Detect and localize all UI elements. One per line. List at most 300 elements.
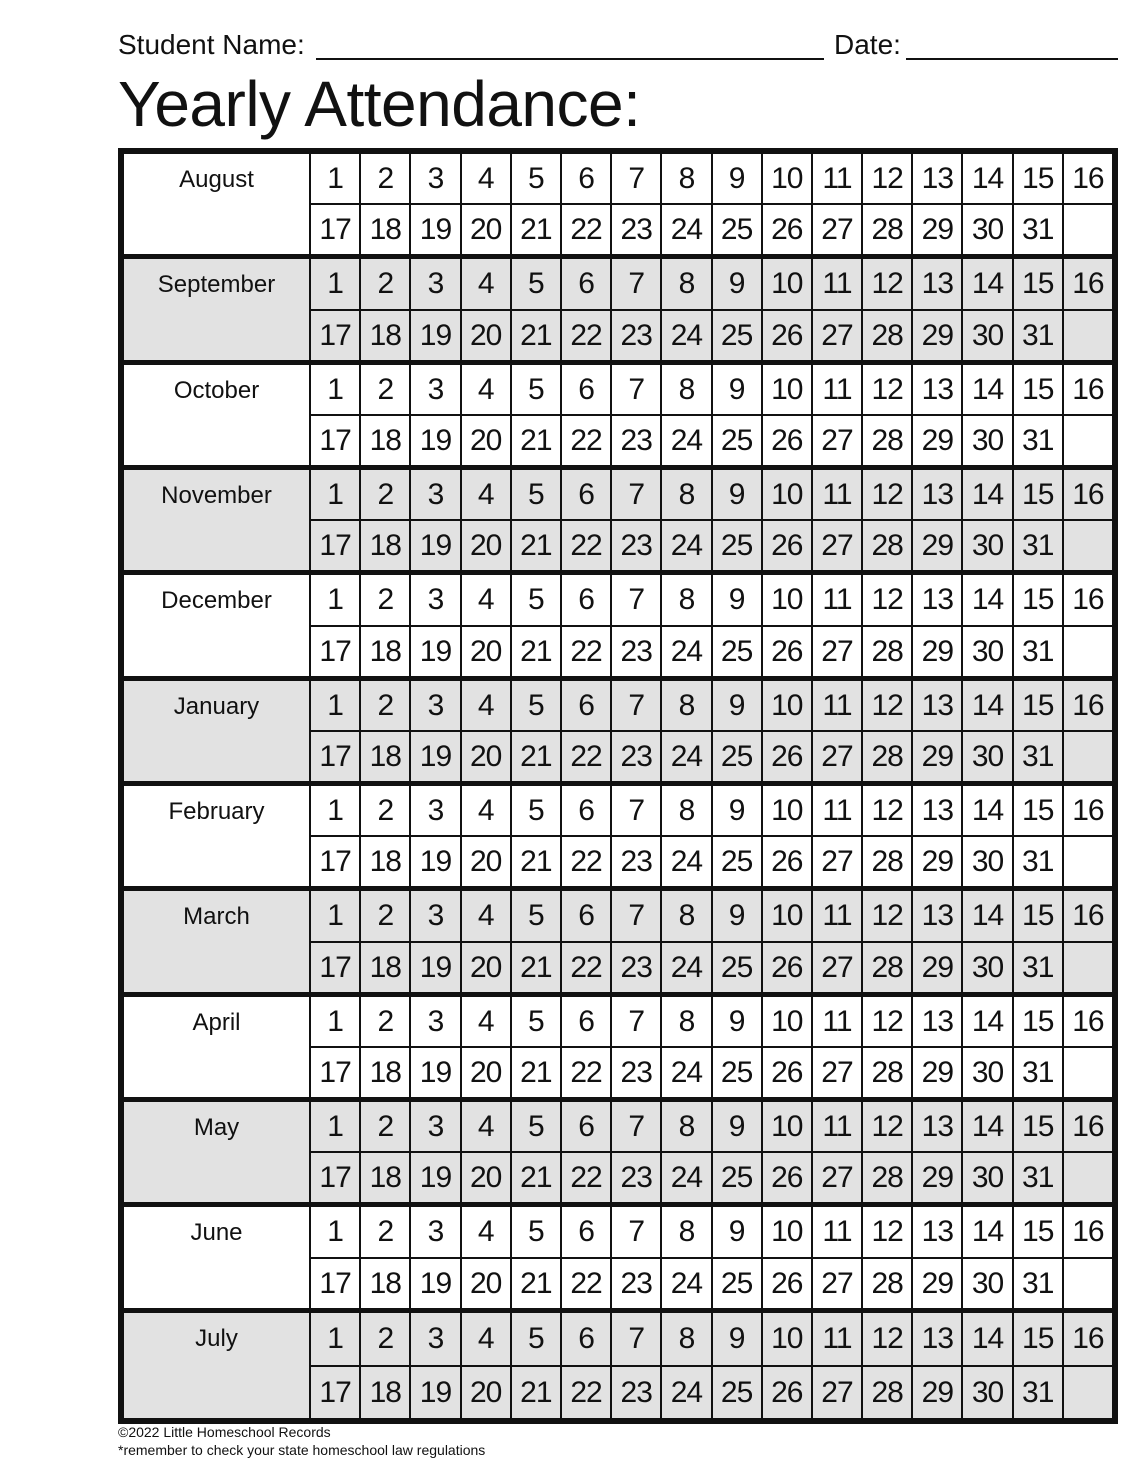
day-cell-1[interactable]: 1 (311, 259, 359, 309)
day-cell-28[interactable]: 28 (863, 521, 911, 570)
day-cell-5[interactable]: 5 (512, 1313, 560, 1365)
day-cell-16[interactable]: 16 (1064, 575, 1112, 625)
day-cell-1[interactable]: 1 (311, 1313, 359, 1365)
day-cell-20[interactable]: 20 (462, 837, 510, 886)
day-cell-3[interactable]: 3 (411, 365, 459, 414)
day-cell-19[interactable]: 19 (411, 837, 459, 886)
day-cell-1[interactable]: 1 (311, 575, 359, 625)
day-cell-25[interactable]: 25 (713, 1153, 761, 1202)
day-cell-2[interactable]: 2 (361, 681, 409, 730)
day-cell-11[interactable]: 11 (813, 997, 861, 1046)
day-cell-29[interactable]: 29 (913, 837, 961, 886)
day-cell-27[interactable]: 27 (813, 1259, 861, 1309)
day-cell-15[interactable]: 15 (1014, 259, 1062, 309)
day-cell-26[interactable]: 26 (763, 416, 811, 465)
day-cell-7[interactable]: 7 (612, 575, 660, 625)
year-field[interactable] (648, 66, 1118, 155)
day-cell-28[interactable]: 28 (863, 1153, 911, 1202)
day-cell-5[interactable]: 5 (512, 786, 560, 835)
day-cell-6[interactable]: 6 (562, 575, 610, 625)
day-cell-21[interactable]: 21 (512, 311, 560, 361)
day-cell-27[interactable]: 27 (813, 943, 861, 993)
day-cell-1[interactable]: 1 (311, 681, 359, 730)
day-cell-4[interactable]: 4 (462, 681, 510, 730)
day-cell-5[interactable]: 5 (512, 575, 560, 625)
day-cell-21[interactable]: 21 (512, 837, 560, 886)
day-cell-3[interactable]: 3 (411, 154, 459, 203)
day-cell-24[interactable]: 24 (662, 1153, 710, 1202)
day-cell-18[interactable]: 18 (361, 1048, 409, 1097)
day-cell-30[interactable]: 30 (963, 1367, 1011, 1419)
day-cell-19[interactable]: 19 (411, 627, 459, 677)
day-cell-5[interactable]: 5 (512, 365, 560, 414)
day-cell-20[interactable]: 20 (462, 627, 510, 677)
day-cell-7[interactable]: 7 (612, 470, 660, 519)
day-cell-13[interactable]: 13 (913, 1313, 961, 1365)
day-cell-22[interactable]: 22 (562, 1259, 610, 1309)
day-cell-14[interactable]: 14 (963, 470, 1011, 519)
day-cell-6[interactable]: 6 (562, 997, 610, 1046)
day-cell-30[interactable]: 30 (963, 837, 1011, 886)
day-cell-25[interactable]: 25 (713, 205, 761, 254)
day-cell-28[interactable]: 28 (863, 627, 911, 677)
date-field[interactable] (906, 28, 1118, 60)
day-cell-18[interactable]: 18 (361, 732, 409, 781)
day-cell-6[interactable]: 6 (562, 365, 610, 414)
day-cell-31[interactable]: 31 (1014, 627, 1062, 677)
day-cell-6[interactable]: 6 (562, 786, 610, 835)
day-cell-17[interactable]: 17 (311, 837, 359, 886)
day-cell-18[interactable]: 18 (361, 943, 409, 993)
day-cell-25[interactable]: 25 (713, 1048, 761, 1097)
day-cell-23[interactable]: 23 (612, 416, 660, 465)
day-cell-22[interactable]: 22 (562, 1153, 610, 1202)
day-cell-4[interactable]: 4 (462, 470, 510, 519)
day-cell-9[interactable]: 9 (713, 1313, 761, 1365)
day-cell-28[interactable]: 28 (863, 837, 911, 886)
day-cell-30[interactable]: 30 (963, 732, 1011, 781)
day-cell-5[interactable]: 5 (512, 681, 560, 730)
day-cell-21[interactable]: 21 (512, 1048, 560, 1097)
day-cell-31[interactable]: 31 (1014, 732, 1062, 781)
day-cell-3[interactable]: 3 (411, 259, 459, 309)
day-cell-10[interactable]: 10 (763, 470, 811, 519)
day-cell-6[interactable]: 6 (562, 259, 610, 309)
day-cell-13[interactable]: 13 (913, 259, 961, 309)
day-cell-29[interactable]: 29 (913, 1153, 961, 1202)
day-cell-10[interactable]: 10 (763, 997, 811, 1046)
day-cell-31[interactable]: 31 (1014, 1367, 1062, 1419)
day-cell-17[interactable]: 17 (311, 205, 359, 254)
day-cell-7[interactable]: 7 (612, 365, 660, 414)
day-cell-5[interactable]: 5 (512, 1102, 560, 1151)
day-cell-10[interactable]: 10 (763, 1102, 811, 1151)
day-cell-4[interactable]: 4 (462, 1313, 510, 1365)
day-cell-14[interactable]: 14 (963, 575, 1011, 625)
day-cell-14[interactable]: 14 (963, 786, 1011, 835)
day-cell-24[interactable]: 24 (662, 1048, 710, 1097)
day-cell-9[interactable]: 9 (713, 1102, 761, 1151)
day-cell-12[interactable]: 12 (863, 470, 911, 519)
day-cell-17[interactable]: 17 (311, 521, 359, 570)
day-cell-27[interactable]: 27 (813, 205, 861, 254)
day-cell-12[interactable]: 12 (863, 1207, 911, 1257)
day-cell-1[interactable]: 1 (311, 891, 359, 941)
day-cell-26[interactable]: 26 (763, 732, 811, 781)
day-cell-8[interactable]: 8 (662, 259, 710, 309)
day-cell-24[interactable]: 24 (662, 521, 710, 570)
day-cell-21[interactable]: 21 (512, 1259, 560, 1309)
day-cell-16[interactable]: 16 (1064, 154, 1112, 203)
day-cell-19[interactable]: 19 (411, 1367, 459, 1419)
day-cell-11[interactable]: 11 (813, 681, 861, 730)
day-cell-8[interactable]: 8 (662, 681, 710, 730)
day-cell-13[interactable]: 13 (913, 997, 961, 1046)
day-cell-24[interactable]: 24 (662, 1259, 710, 1309)
day-cell-9[interactable]: 9 (713, 365, 761, 414)
day-cell-19[interactable]: 19 (411, 1153, 459, 1202)
day-cell-1[interactable]: 1 (311, 786, 359, 835)
day-cell-20[interactable]: 20 (462, 311, 510, 361)
day-cell-16[interactable]: 16 (1064, 365, 1112, 414)
day-cell-25[interactable]: 25 (713, 416, 761, 465)
day-cell-31[interactable]: 31 (1014, 943, 1062, 993)
day-cell-29[interactable]: 29 (913, 1367, 961, 1419)
day-cell-15[interactable]: 15 (1014, 891, 1062, 941)
day-cell-22[interactable]: 22 (562, 416, 610, 465)
day-cell-11[interactable]: 11 (813, 891, 861, 941)
day-cell-20[interactable]: 20 (462, 521, 510, 570)
day-cell-14[interactable]: 14 (963, 681, 1011, 730)
day-cell-5[interactable]: 5 (512, 259, 560, 309)
day-cell-27[interactable]: 27 (813, 627, 861, 677)
day-cell-2[interactable]: 2 (361, 470, 409, 519)
day-cell-27[interactable]: 27 (813, 1153, 861, 1202)
day-cell-20[interactable]: 20 (462, 1153, 510, 1202)
day-cell-empty[interactable] (1064, 732, 1112, 781)
day-cell-22[interactable]: 22 (562, 1048, 610, 1097)
day-cell-22[interactable]: 22 (562, 732, 610, 781)
day-cell-empty[interactable] (1064, 521, 1112, 570)
day-cell-7[interactable]: 7 (612, 786, 660, 835)
day-cell-4[interactable]: 4 (462, 365, 510, 414)
day-cell-27[interactable]: 27 (813, 416, 861, 465)
day-cell-10[interactable]: 10 (763, 1207, 811, 1257)
day-cell-14[interactable]: 14 (963, 365, 1011, 414)
day-cell-4[interactable]: 4 (462, 1207, 510, 1257)
day-cell-empty[interactable] (1064, 1259, 1112, 1309)
day-cell-31[interactable]: 31 (1014, 311, 1062, 361)
day-cell-10[interactable]: 10 (763, 786, 811, 835)
day-cell-28[interactable]: 28 (863, 1367, 911, 1419)
day-cell-21[interactable]: 21 (512, 205, 560, 254)
day-cell-3[interactable]: 3 (411, 786, 459, 835)
day-cell-26[interactable]: 26 (763, 627, 811, 677)
day-cell-23[interactable]: 23 (612, 205, 660, 254)
day-cell-2[interactable]: 2 (361, 1102, 409, 1151)
day-cell-22[interactable]: 22 (562, 943, 610, 993)
day-cell-25[interactable]: 25 (713, 943, 761, 993)
day-cell-16[interactable]: 16 (1064, 259, 1112, 309)
day-cell-27[interactable]: 27 (813, 837, 861, 886)
day-cell-29[interactable]: 29 (913, 732, 961, 781)
day-cell-16[interactable]: 16 (1064, 1207, 1112, 1257)
day-cell-9[interactable]: 9 (713, 259, 761, 309)
day-cell-1[interactable]: 1 (311, 1102, 359, 1151)
day-cell-15[interactable]: 15 (1014, 997, 1062, 1046)
day-cell-31[interactable]: 31 (1014, 205, 1062, 254)
day-cell-11[interactable]: 11 (813, 259, 861, 309)
day-cell-28[interactable]: 28 (863, 311, 911, 361)
day-cell-17[interactable]: 17 (311, 1367, 359, 1419)
day-cell-30[interactable]: 30 (963, 1259, 1011, 1309)
day-cell-15[interactable]: 15 (1014, 786, 1062, 835)
day-cell-28[interactable]: 28 (863, 943, 911, 993)
day-cell-23[interactable]: 23 (612, 732, 660, 781)
day-cell-2[interactable]: 2 (361, 365, 409, 414)
day-cell-29[interactable]: 29 (913, 1259, 961, 1309)
day-cell-11[interactable]: 11 (813, 1207, 861, 1257)
day-cell-14[interactable]: 14 (963, 154, 1011, 203)
day-cell-28[interactable]: 28 (863, 205, 911, 254)
day-cell-10[interactable]: 10 (763, 681, 811, 730)
day-cell-30[interactable]: 30 (963, 1153, 1011, 1202)
day-cell-18[interactable]: 18 (361, 1367, 409, 1419)
day-cell-12[interactable]: 12 (863, 365, 911, 414)
day-cell-15[interactable]: 15 (1014, 1313, 1062, 1365)
day-cell-12[interactable]: 12 (863, 1102, 911, 1151)
day-cell-6[interactable]: 6 (562, 1313, 610, 1365)
day-cell-4[interactable]: 4 (462, 259, 510, 309)
day-cell-7[interactable]: 7 (612, 997, 660, 1046)
day-cell-5[interactable]: 5 (512, 997, 560, 1046)
day-cell-20[interactable]: 20 (462, 1367, 510, 1419)
day-cell-9[interactable]: 9 (713, 681, 761, 730)
day-cell-6[interactable]: 6 (562, 1102, 610, 1151)
day-cell-3[interactable]: 3 (411, 891, 459, 941)
day-cell-19[interactable]: 19 (411, 943, 459, 993)
day-cell-1[interactable]: 1 (311, 154, 359, 203)
day-cell-19[interactable]: 19 (411, 311, 459, 361)
day-cell-11[interactable]: 11 (813, 575, 861, 625)
day-cell-24[interactable]: 24 (662, 1367, 710, 1419)
day-cell-23[interactable]: 23 (612, 1367, 660, 1419)
day-cell-13[interactable]: 13 (913, 154, 961, 203)
day-cell-31[interactable]: 31 (1014, 837, 1062, 886)
day-cell-12[interactable]: 12 (863, 259, 911, 309)
day-cell-1[interactable]: 1 (311, 997, 359, 1046)
day-cell-13[interactable]: 13 (913, 575, 961, 625)
day-cell-8[interactable]: 8 (662, 997, 710, 1046)
day-cell-5[interactable]: 5 (512, 470, 560, 519)
day-cell-12[interactable]: 12 (863, 997, 911, 1046)
day-cell-8[interactable]: 8 (662, 1313, 710, 1365)
day-cell-26[interactable]: 26 (763, 205, 811, 254)
day-cell-19[interactable]: 19 (411, 416, 459, 465)
day-cell-3[interactable]: 3 (411, 470, 459, 519)
day-cell-1[interactable]: 1 (311, 470, 359, 519)
day-cell-19[interactable]: 19 (411, 205, 459, 254)
day-cell-26[interactable]: 26 (763, 943, 811, 993)
day-cell-2[interactable]: 2 (361, 1207, 409, 1257)
day-cell-7[interactable]: 7 (612, 681, 660, 730)
day-cell-17[interactable]: 17 (311, 1048, 359, 1097)
day-cell-27[interactable]: 27 (813, 521, 861, 570)
day-cell-11[interactable]: 11 (813, 786, 861, 835)
day-cell-21[interactable]: 21 (512, 521, 560, 570)
day-cell-30[interactable]: 30 (963, 1048, 1011, 1097)
day-cell-6[interactable]: 6 (562, 470, 610, 519)
day-cell-29[interactable]: 29 (913, 205, 961, 254)
day-cell-2[interactable]: 2 (361, 575, 409, 625)
day-cell-31[interactable]: 31 (1014, 1153, 1062, 1202)
day-cell-7[interactable]: 7 (612, 259, 660, 309)
day-cell-14[interactable]: 14 (963, 1313, 1011, 1365)
day-cell-22[interactable]: 22 (562, 837, 610, 886)
day-cell-22[interactable]: 22 (562, 311, 610, 361)
day-cell-9[interactable]: 9 (713, 1207, 761, 1257)
day-cell-15[interactable]: 15 (1014, 154, 1062, 203)
day-cell-17[interactable]: 17 (311, 1259, 359, 1309)
day-cell-19[interactable]: 19 (411, 732, 459, 781)
day-cell-15[interactable]: 15 (1014, 575, 1062, 625)
day-cell-3[interactable]: 3 (411, 681, 459, 730)
day-cell-26[interactable]: 26 (763, 837, 811, 886)
day-cell-19[interactable]: 19 (411, 1048, 459, 1097)
day-cell-20[interactable]: 20 (462, 205, 510, 254)
day-cell-10[interactable]: 10 (763, 365, 811, 414)
day-cell-30[interactable]: 30 (963, 627, 1011, 677)
day-cell-23[interactable]: 23 (612, 521, 660, 570)
day-cell-21[interactable]: 21 (512, 1153, 560, 1202)
day-cell-13[interactable]: 13 (913, 365, 961, 414)
day-cell-6[interactable]: 6 (562, 891, 610, 941)
day-cell-10[interactable]: 10 (763, 154, 811, 203)
day-cell-13[interactable]: 13 (913, 1207, 961, 1257)
day-cell-22[interactable]: 22 (562, 627, 610, 677)
day-cell-5[interactable]: 5 (512, 1207, 560, 1257)
day-cell-12[interactable]: 12 (863, 575, 911, 625)
day-cell-23[interactable]: 23 (612, 1048, 660, 1097)
day-cell-20[interactable]: 20 (462, 1259, 510, 1309)
day-cell-20[interactable]: 20 (462, 416, 510, 465)
day-cell-3[interactable]: 3 (411, 1102, 459, 1151)
day-cell-18[interactable]: 18 (361, 205, 409, 254)
day-cell-9[interactable]: 9 (713, 470, 761, 519)
day-cell-2[interactable]: 2 (361, 891, 409, 941)
day-cell-29[interactable]: 29 (913, 521, 961, 570)
day-cell-14[interactable]: 14 (963, 891, 1011, 941)
day-cell-4[interactable]: 4 (462, 786, 510, 835)
day-cell-16[interactable]: 16 (1064, 891, 1112, 941)
day-cell-1[interactable]: 1 (311, 365, 359, 414)
day-cell-17[interactable]: 17 (311, 943, 359, 993)
day-cell-1[interactable]: 1 (311, 1207, 359, 1257)
day-cell-empty[interactable] (1064, 416, 1112, 465)
day-cell-9[interactable]: 9 (713, 997, 761, 1046)
day-cell-15[interactable]: 15 (1014, 470, 1062, 519)
day-cell-4[interactable]: 4 (462, 891, 510, 941)
day-cell-18[interactable]: 18 (361, 311, 409, 361)
day-cell-28[interactable]: 28 (863, 416, 911, 465)
day-cell-30[interactable]: 30 (963, 521, 1011, 570)
day-cell-4[interactable]: 4 (462, 575, 510, 625)
day-cell-13[interactable]: 13 (913, 891, 961, 941)
day-cell-14[interactable]: 14 (963, 997, 1011, 1046)
day-cell-6[interactable]: 6 (562, 154, 610, 203)
day-cell-empty[interactable] (1064, 1367, 1112, 1419)
day-cell-18[interactable]: 18 (361, 416, 409, 465)
day-cell-16[interactable]: 16 (1064, 470, 1112, 519)
day-cell-19[interactable]: 19 (411, 1259, 459, 1309)
day-cell-7[interactable]: 7 (612, 1207, 660, 1257)
day-cell-8[interactable]: 8 (662, 365, 710, 414)
day-cell-23[interactable]: 23 (612, 627, 660, 677)
day-cell-17[interactable]: 17 (311, 416, 359, 465)
day-cell-18[interactable]: 18 (361, 837, 409, 886)
day-cell-26[interactable]: 26 (763, 1048, 811, 1097)
day-cell-17[interactable]: 17 (311, 311, 359, 361)
day-cell-28[interactable]: 28 (863, 1259, 911, 1309)
day-cell-21[interactable]: 21 (512, 943, 560, 993)
day-cell-24[interactable]: 24 (662, 416, 710, 465)
day-cell-22[interactable]: 22 (562, 1367, 610, 1419)
day-cell-3[interactable]: 3 (411, 997, 459, 1046)
day-cell-21[interactable]: 21 (512, 1367, 560, 1419)
day-cell-24[interactable]: 24 (662, 943, 710, 993)
day-cell-25[interactable]: 25 (713, 1259, 761, 1309)
day-cell-empty[interactable] (1064, 311, 1112, 361)
day-cell-3[interactable]: 3 (411, 1207, 459, 1257)
day-cell-12[interactable]: 12 (863, 891, 911, 941)
day-cell-12[interactable]: 12 (863, 1313, 911, 1365)
day-cell-12[interactable]: 12 (863, 154, 911, 203)
day-cell-24[interactable]: 24 (662, 627, 710, 677)
day-cell-20[interactable]: 20 (462, 943, 510, 993)
day-cell-13[interactable]: 13 (913, 786, 961, 835)
day-cell-24[interactable]: 24 (662, 732, 710, 781)
day-cell-21[interactable]: 21 (512, 732, 560, 781)
day-cell-8[interactable]: 8 (662, 575, 710, 625)
day-cell-19[interactable]: 19 (411, 521, 459, 570)
day-cell-26[interactable]: 26 (763, 521, 811, 570)
day-cell-25[interactable]: 25 (713, 311, 761, 361)
day-cell-16[interactable]: 16 (1064, 997, 1112, 1046)
day-cell-16[interactable]: 16 (1064, 786, 1112, 835)
day-cell-2[interactable]: 2 (361, 997, 409, 1046)
day-cell-8[interactable]: 8 (662, 786, 710, 835)
day-cell-29[interactable]: 29 (913, 1048, 961, 1097)
student-name-field[interactable] (316, 28, 824, 60)
day-cell-empty[interactable] (1064, 1153, 1112, 1202)
day-cell-29[interactable]: 29 (913, 311, 961, 361)
day-cell-2[interactable]: 2 (361, 154, 409, 203)
day-cell-31[interactable]: 31 (1014, 416, 1062, 465)
day-cell-29[interactable]: 29 (913, 943, 961, 993)
day-cell-14[interactable]: 14 (963, 1102, 1011, 1151)
day-cell-22[interactable]: 22 (562, 205, 610, 254)
day-cell-24[interactable]: 24 (662, 311, 710, 361)
day-cell-9[interactable]: 9 (713, 891, 761, 941)
day-cell-15[interactable]: 15 (1014, 681, 1062, 730)
day-cell-12[interactable]: 12 (863, 681, 911, 730)
day-cell-31[interactable]: 31 (1014, 1259, 1062, 1309)
day-cell-14[interactable]: 14 (963, 259, 1011, 309)
day-cell-23[interactable]: 23 (612, 1153, 660, 1202)
day-cell-23[interactable]: 23 (612, 837, 660, 886)
day-cell-3[interactable]: 3 (411, 1313, 459, 1365)
day-cell-16[interactable]: 16 (1064, 1313, 1112, 1365)
